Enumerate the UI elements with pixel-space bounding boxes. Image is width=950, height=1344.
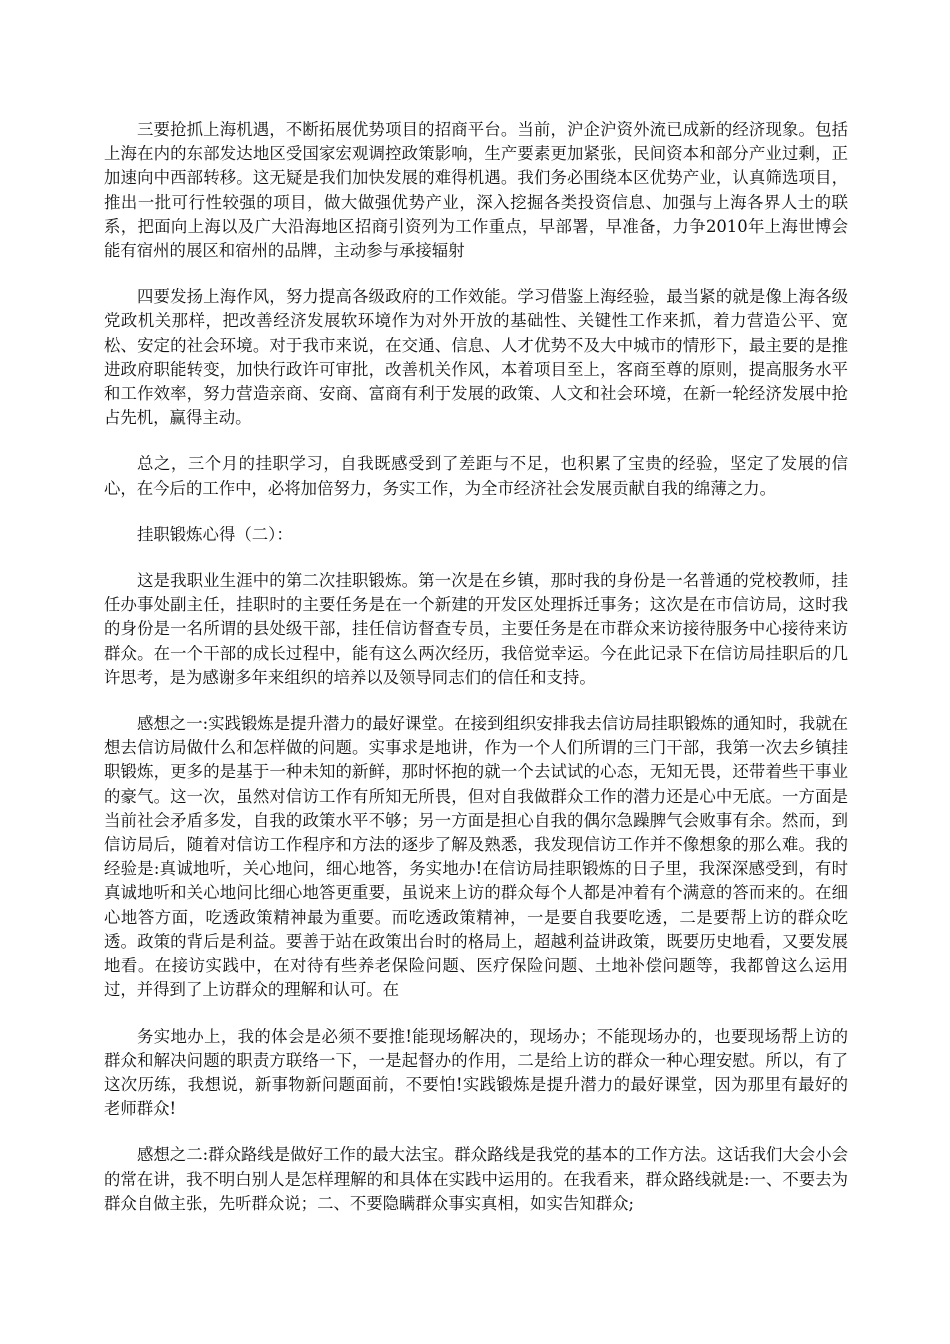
paragraph-reflection-two: 感想之二:群众路线是做好工作的最大法宝。群众路线是我党的基本的工作方法。这话我们大会小会的常在讲，我不明白别人是怎样理解的和具体在实践中运用的。在我看来，群众路线就是:一、不要去为群众自做主张，先听群众说；二、不要隐瞒群众事实真相，如实告知群众; <box>104 1145 848 1213</box>
paragraph-practical-handling: 务实地办上，我的体会是必须不要推!能现场解决的，现场办；不能现场办的，也要现场帮上访的群众和解决问题的职责方联络一下，一是起督办的作用，二是给上访的群众一种心理安慰。所以，有了这次历练，我想说，新事物新问题面前，不要怕!实践锻炼是提升潜力的最好课堂，因为那里有最好的老师群众! <box>104 1026 848 1119</box>
document-page <box>104 118 848 1238</box>
paragraph-conclusion: 总之，三个月的挂职学习，自我既感受到了差距与不足，也积累了宝贵的经验，坚定了发展的信心，在今后的工作中，必将加倍努力，务实工作，为全市经济社会发展贡献自我的绵薄之力。 <box>104 454 848 498</box>
section-heading-part-two: 挂职锻炼心得（二）： <box>137 524 293 544</box>
paragraph-shanghai-style: 四要发扬上海作风，努力提高各级政府的工作效能。学习借鉴上海经验，最当紧的就是像上海各级党政机关那样，把改善经济发展软环境作为对外开放的基础性、关键性工作来抓，着力营造公平、宽松、安定的社会环境。对于我市来说，在交通、信息、人才优势不及大中城市的情形下，最主要的是推进政府职能转变，加快行政许可审批，改善机关作风，本着项目至上，客商至尊的原则，提高服务水平和工作效率，努力营造亲商、安商、富商有利于发展的政策、人文和社会环境，在新一轮经济发展中抢占先机，赢得主动。 <box>104 287 848 428</box>
paragraph-reflection-one: 感想之一:实践锻炼是提升潜力的最好课堂。在接到组织安排我去信访局挂职锻炼的通知时，我就在想去信访局做什么和怎样做的问题。实事求是地讲，作为一个人们所谓的三门干部，我第一次去乡镇挂职锻炼，更多的是基于一种未知的新鲜，那时怀抱的就一个去试试的心态，无知无畏，还带着些干事业的豪气。这一次，虽然对信访工作有所知无所畏，但对自我做群众工作的潜力还是心中无底。一方面是当前社会矛盾多发，自我的政策水平不够；另一方面是担心自我的偶尔急躁脾气会败事有余。然而，到信访局后，随着对信访工作程序和方法的逐步了解及熟悉，我发现信访工作并不像想象的那么难。我的经验是:真诚地听，关心地问，细心地答，务实地办!在信访局挂职锻炼的日子里，我深深感受到，有时真诚地听和关心地问比细心地答更重要，虽说来上访的群众每个人都是冲着有个满意的答而来的。在细心地答方面，吃透政策精神最为重要。而吃透政策精神，一是要自我要吃透，二是要帮上访的群众吃透。政策的背后是利益。要善于站在政策出台时的格局上，超越利益讲政策，既要历史地看，又要发展地看。在接访实践中，在对待有些养老保险问题、医疗保险问题、土地补偿问题等，我都曾这么运用过，并得到了上访群众的理解和认可。在 <box>104 714 848 1000</box>
paragraph-shanghai-opportunity: 三要抢抓上海机遇，不断拓展优势项目的招商平台。当前，沪企沪资外流已成新的经济现象。包括上海在内的东部发达地区受国家宏观调控政策影响，生产要素更加紧张，民间资本和部分产业过剩，正加速向中西部转移。这无疑是我们加快发展的难得机遇。我们务必围绕本区优势产业，认真筛选项目，推出一批可行性较强的项目，做大做强优势产业，深入挖掘各类投资信息、加强与上海各界人士的联系，把面向上海以及广大沿海地区招商引资列为工作重点，早部署，早准备，力争2010年上海世博会能有宿州的展区和宿州的品牌，主动参与承接辐射 <box>104 120 848 261</box>
paragraph-second-assignment: 这是我职业生涯中的第二次挂职锻炼。第一次是在乡镇，那时我的身份是一名普通的党校教师，挂任办事处副主任，挂职时的主要任务是在一个新建的开发区处理拆迁事务；这次是在市信访局，这时我的身份是一名所谓的县处级干部，挂任信访督查专员，主要任务是在市群众来访接待服务中心接待来访群众。在一个干部的成长过程中，能有这么两次经历，我倍觉幸运。今在此记录下在信访局挂职后的几许思考，是为感谢多年来组织的培养以及领导同志们的信任和支持。 <box>104 571 848 687</box>
